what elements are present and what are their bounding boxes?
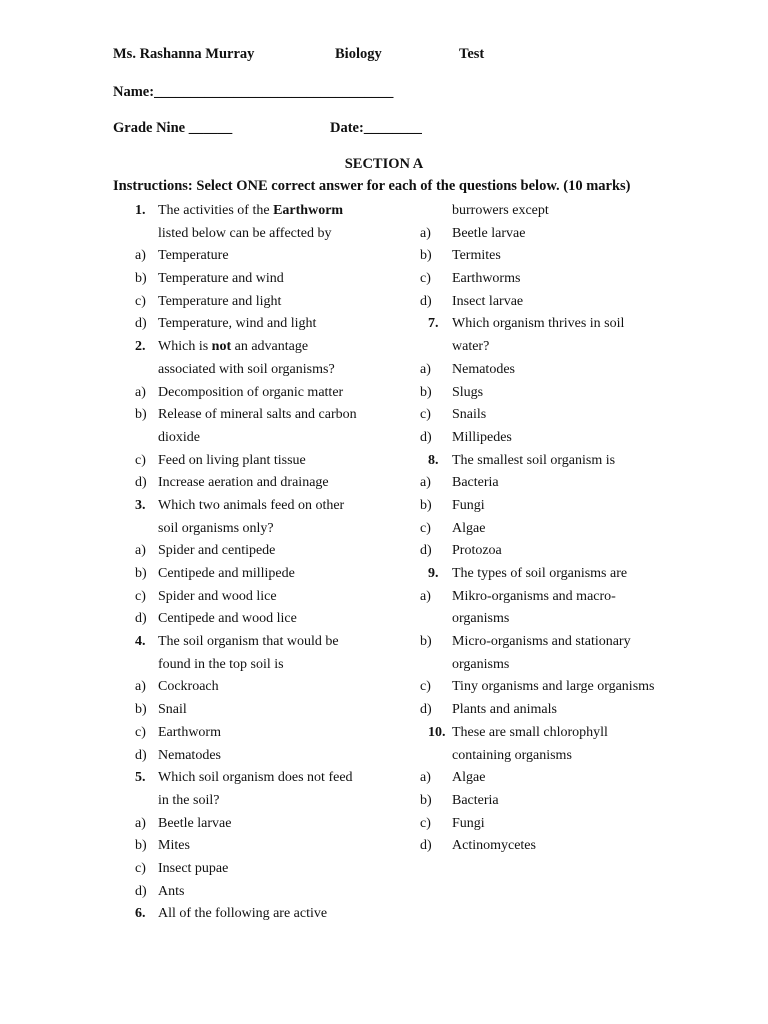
text-segment: Earthworm: [158, 724, 221, 740]
text-segment: The types of soil organisms are: [452, 566, 628, 581]
option-letter: d): [420, 702, 432, 718]
question-stem: [113, 767, 413, 790]
answer-option: [420, 586, 720, 609]
line-text: [158, 858, 228, 881]
option-letter: b): [135, 838, 147, 854]
answer-option: [113, 858, 413, 881]
text-segment: soil organisms only?: [158, 520, 274, 536]
question-continuation: [113, 223, 413, 246]
line-text: [452, 676, 655, 699]
line-text: [158, 268, 284, 291]
answer-option: [420, 676, 720, 699]
question-number: 2.: [135, 339, 146, 355]
answer-option: [113, 608, 413, 631]
option-letter: c): [420, 520, 431, 536]
option-letter: b): [420, 248, 432, 264]
text-segment: Protozoa: [452, 543, 502, 559]
question-continuation: [420, 336, 720, 359]
line-text: [158, 608, 297, 631]
option-letter: c): [135, 860, 146, 876]
line-text: [452, 631, 631, 654]
question-continuation: [420, 654, 720, 677]
question-stem: [113, 336, 413, 359]
text-segment: in the soil?: [158, 792, 220, 808]
answer-option: [113, 699, 413, 722]
answer-option: [113, 540, 413, 563]
question-stem: [420, 450, 720, 473]
line-text: [158, 722, 221, 745]
text-segment: an advantage: [231, 339, 309, 355]
text-segment: All of the following are active: [158, 906, 328, 922]
date-field: Date:________: [330, 120, 422, 136]
line-text: [452, 586, 616, 609]
text-segment: Fungi: [452, 497, 485, 513]
line-text: [452, 359, 515, 382]
question-number: 4.: [135, 634, 146, 650]
question-continuation: [420, 745, 720, 768]
test-label: Test: [459, 46, 485, 62]
option-letter: a): [135, 815, 146, 831]
line-text: [452, 813, 485, 836]
line-text: [158, 223, 332, 246]
question-number: 6.: [135, 906, 146, 922]
option-letter: d): [135, 475, 147, 491]
text-segment: Snail: [158, 702, 187, 718]
line-text: [158, 563, 295, 586]
question-number: 1.: [135, 203, 146, 218]
text-segment: Which organism thrives in soil: [452, 316, 625, 332]
answer-option: [113, 745, 413, 768]
text-segment: These are small chlorophyll: [452, 724, 608, 740]
line-text: [452, 200, 549, 223]
text-segment: Release of mineral salts and carbon: [158, 407, 357, 423]
text-segment: Tiny organisms and large organisms: [452, 679, 655, 695]
text-segment: Centipede and wood lice: [158, 611, 297, 627]
line-text: [158, 540, 275, 563]
line-text: [452, 245, 501, 268]
line-text: [158, 699, 187, 722]
answer-option: [113, 586, 413, 609]
question-number: 10.: [428, 724, 446, 740]
text-segment: Actinomycetes: [452, 838, 536, 854]
line-text: [452, 745, 572, 768]
line-text: [158, 450, 306, 473]
answer-option: [113, 382, 413, 405]
answer-option: [113, 291, 413, 314]
option-letter: c): [135, 452, 146, 468]
text-segment: found in the top soil is: [158, 656, 284, 672]
text-segment: Which is: [158, 339, 212, 355]
line-text: [158, 291, 281, 314]
option-letter: a): [420, 475, 431, 491]
line-text: [452, 427, 512, 450]
line-text: [452, 767, 485, 790]
answer-option: [420, 835, 720, 858]
text-segment: Earthworms: [452, 271, 521, 287]
answer-option: [420, 359, 720, 382]
text-segment: Cockroach: [158, 679, 219, 695]
option-letter: b): [135, 702, 147, 718]
line-text: [158, 404, 357, 427]
option-letter: d): [420, 838, 432, 854]
text-segment: Mites: [158, 838, 190, 854]
line-text: [452, 450, 615, 473]
answer-option: [420, 472, 720, 495]
line-text: [452, 404, 486, 427]
line-text: [158, 881, 184, 904]
option-letter: d): [135, 747, 147, 763]
option-letter: a): [420, 770, 431, 786]
section-title: SECTION A: [344, 156, 424, 172]
line-text: [452, 495, 485, 518]
question-continuation: [113, 359, 413, 382]
text-segment: Temperature and light: [158, 293, 282, 309]
option-letter: b): [135, 566, 147, 581]
line-text: [158, 745, 221, 768]
question-number: 5.: [135, 770, 146, 786]
answer-option: [113, 268, 413, 291]
text-segment: Ants: [158, 883, 185, 899]
text-segment: Mikro-organisms and macro-: [452, 588, 616, 604]
text-segment: Nematodes: [158, 747, 221, 763]
question-stem: [420, 313, 720, 336]
question-column-right: [420, 200, 720, 858]
text-segment: Temperature, wind and light: [158, 316, 317, 332]
text-segment: Millipedes: [452, 429, 512, 445]
option-letter: d): [420, 543, 432, 559]
line-text: [452, 268, 520, 291]
line-text: [158, 427, 200, 450]
question-stem: [113, 631, 413, 654]
text-segment: Snails: [452, 407, 487, 423]
option-letter: c): [135, 724, 146, 740]
line-text: [452, 835, 536, 858]
text-segment: Spider and wood lice: [158, 588, 277, 604]
text-segment: The activities of the: [158, 203, 274, 218]
line-text: [158, 518, 274, 541]
answer-option: [420, 699, 720, 722]
option-letter: a): [135, 248, 146, 264]
text-segment: Bacteria: [452, 792, 499, 808]
text-segment: Termites: [452, 248, 501, 264]
line-text: [158, 336, 308, 359]
line-text: [452, 313, 624, 336]
option-letter: d): [420, 429, 432, 445]
line-text: [452, 563, 627, 586]
answer-option: [420, 268, 720, 291]
answer-option: [420, 427, 720, 450]
question-stem: [420, 563, 720, 586]
answer-option: [420, 382, 720, 405]
line-text: [452, 654, 509, 677]
grade-field: Grade Nine ______: [113, 120, 233, 136]
text-segment: Feed on living plant tissue: [158, 452, 306, 468]
option-letter: a): [420, 588, 431, 604]
line-text: [158, 382, 343, 405]
question-continuation: [113, 654, 413, 677]
line-text: [452, 336, 489, 359]
question-continuation: [113, 518, 413, 541]
option-letter: b): [135, 407, 147, 423]
teacher-name: Ms. Rashanna Murray: [113, 46, 255, 62]
option-letter: d): [135, 883, 147, 899]
question-stem: [113, 495, 413, 518]
option-letter: c): [135, 293, 146, 309]
line-text: [158, 631, 339, 654]
line-text: [158, 245, 229, 268]
answer-option: [420, 631, 720, 654]
text-segment: Insect pupae: [158, 860, 229, 876]
question-stem: [420, 722, 720, 745]
option-letter: d): [135, 611, 147, 627]
line-text: [158, 313, 316, 336]
answer-option: [420, 245, 720, 268]
answer-option: [113, 563, 413, 586]
line-text: [158, 813, 231, 836]
option-letter: a): [420, 361, 431, 377]
text-segment: Nematodes: [452, 361, 515, 377]
text-segment: Temperature: [158, 248, 229, 264]
question-continuation: [420, 608, 720, 631]
text-segment: The soil organism that would be: [158, 634, 339, 650]
answer-option: [113, 313, 413, 336]
question-number: 3.: [135, 497, 146, 513]
option-letter: a): [135, 679, 146, 695]
answer-option: [113, 835, 413, 858]
question-number: 8.: [428, 452, 439, 468]
answer-option: [420, 291, 720, 314]
line-text: [158, 359, 335, 382]
line-text: [452, 790, 499, 813]
text-segment: Centipede and millipede: [158, 566, 295, 581]
text-segment: burrowers except: [452, 203, 549, 218]
option-letter: b): [420, 634, 432, 650]
line-text: [452, 518, 485, 541]
option-letter: d): [420, 293, 432, 309]
answer-option: [113, 676, 413, 699]
question-continuation: [113, 790, 413, 813]
line-text: [158, 472, 329, 495]
line-text: [158, 835, 190, 858]
answer-option: [113, 722, 413, 745]
emphasis-text: not: [211, 339, 232, 355]
subject-label: Biology: [335, 46, 382, 62]
text-segment: associated with soil organisms?: [158, 361, 335, 377]
option-letter: c): [420, 271, 431, 287]
answer-option: [113, 813, 413, 836]
line-text: [158, 586, 277, 609]
answer-option: [420, 767, 720, 790]
answer-option: [113, 245, 413, 268]
text-segment: Spider and centipede: [158, 543, 276, 559]
answer-option: [420, 790, 720, 813]
line-text: [452, 382, 483, 405]
text-segment: Beetle larvae: [158, 815, 232, 831]
answer-option: [420, 404, 720, 427]
question-continuation: [420, 200, 720, 223]
student-name-field: Name:_________________________________: [113, 84, 394, 100]
option-letter: c): [135, 588, 146, 604]
answer-option: [420, 813, 720, 836]
answer-option: [420, 540, 720, 563]
text-segment: Which soil organism does not feed: [158, 770, 353, 786]
line-text: [452, 223, 525, 246]
answer-option: [420, 518, 720, 541]
answer-option: [113, 404, 413, 427]
text-segment: Temperature and wind: [158, 271, 284, 287]
text-segment: Fungi: [452, 815, 485, 831]
option-letter: b): [420, 792, 432, 808]
text-segment: Decomposition of organic matter: [158, 384, 344, 400]
line-text: [452, 722, 608, 745]
option-letter: b): [135, 271, 147, 287]
line-text: [452, 472, 499, 495]
text-segment: listed below can be affected by: [158, 225, 332, 241]
question-stem: [113, 200, 413, 223]
line-text: [158, 676, 219, 699]
instructions: Instructions: Select ONE correct answer for each of the questions below. (10 marks): [113, 178, 631, 194]
question-number: 7.: [428, 316, 439, 332]
option-letter: a): [135, 384, 146, 400]
question-stem: [113, 903, 413, 926]
answer-option: [113, 881, 413, 904]
option-letter: a): [135, 543, 146, 559]
question-column-left: [113, 200, 413, 926]
text-segment: containing organisms: [452, 747, 572, 763]
answer-option: [113, 450, 413, 473]
text-segment: Which two animals feed on other: [158, 497, 345, 513]
option-letter: b): [420, 497, 432, 513]
line-text: [452, 540, 502, 563]
option-letter: c): [420, 679, 431, 695]
text-segment: water?: [452, 339, 490, 355]
text-segment: Micro-organisms and stationary: [452, 634, 631, 650]
text-segment: Algae: [452, 770, 486, 786]
text-segment: dioxide: [158, 429, 200, 445]
question-number: 9.: [428, 566, 439, 581]
option-letter: b): [420, 384, 432, 400]
line-text: [158, 790, 219, 813]
text-segment: organisms: [452, 611, 510, 627]
answer-option: [420, 223, 720, 246]
line-text: [158, 495, 344, 518]
option-letter: c): [420, 815, 431, 831]
line-text: [452, 699, 557, 722]
answer-option: [113, 472, 413, 495]
text-segment: Algae: [452, 520, 486, 536]
line-text: [452, 608, 509, 631]
text-segment: organisms: [452, 656, 510, 672]
line-text: [158, 200, 343, 223]
text-segment: The smallest soil organism is: [452, 452, 616, 468]
text-segment: Slugs: [452, 384, 484, 400]
text-segment: Increase aeration and drainage: [158, 475, 329, 491]
question-continuation: [113, 427, 413, 450]
text-segment: Insect larvae: [452, 293, 524, 309]
option-letter: d): [135, 316, 147, 332]
option-letter: a): [420, 225, 431, 241]
line-text: [158, 654, 284, 677]
text-segment: Bacteria: [452, 475, 499, 491]
emphasis-text: Earthworm: [273, 203, 344, 218]
line-text: [452, 291, 523, 314]
line-text: [158, 903, 327, 926]
answer-option: [420, 495, 720, 518]
option-letter: c): [420, 407, 431, 423]
line-text: [158, 767, 353, 790]
text-segment: Beetle larvae: [452, 225, 526, 241]
text-segment: Plants and animals: [452, 702, 557, 718]
